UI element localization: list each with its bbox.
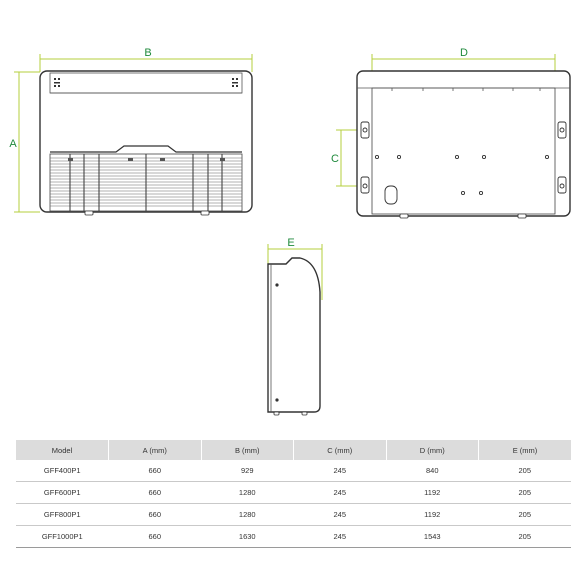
- dimension-c-label: C: [331, 153, 339, 165]
- cell-d: 1192: [386, 504, 479, 526]
- drain-outlet: [385, 186, 397, 204]
- rear-view: [331, 47, 570, 218]
- header-a: A (mm): [109, 440, 202, 460]
- cell-a: 660: [109, 482, 202, 504]
- cell-e: 205: [479, 482, 572, 504]
- cell-c: 245: [294, 460, 387, 482]
- side-view: [268, 237, 322, 415]
- front-top-panel: [50, 73, 242, 93]
- header-b: B (mm): [201, 440, 294, 460]
- table-row: [16, 526, 571, 548]
- cell-c: 245: [294, 482, 387, 504]
- cell-e: 205: [479, 460, 572, 482]
- cell-d: 1543: [386, 526, 479, 548]
- header-model: Model: [16, 440, 109, 460]
- cell-e: 205: [479, 526, 572, 548]
- cell-b: 1630: [201, 526, 294, 548]
- cell-e: 205: [479, 504, 572, 526]
- dimension-a-label: A: [9, 138, 17, 150]
- table-row: [16, 460, 571, 482]
- cell-model: GFF1000P1: [16, 526, 109, 548]
- header-c: C (mm): [294, 440, 387, 460]
- dimension-d-label: D: [460, 47, 468, 59]
- front-view: [9, 47, 252, 215]
- cell-a: 660: [109, 504, 202, 526]
- specification-table: [16, 440, 571, 548]
- cell-b: 1280: [201, 482, 294, 504]
- rear-panel: [372, 88, 555, 214]
- cell-b: 1280: [201, 504, 294, 526]
- table-row: [16, 482, 571, 504]
- cell-b: 929: [201, 460, 294, 482]
- dimension-b-label: B: [144, 47, 152, 59]
- cell-d: 1192: [386, 482, 479, 504]
- cell-model: GFF800P1: [16, 504, 109, 526]
- cell-model: GFF400P1: [16, 460, 109, 482]
- side-unit-body: [268, 258, 320, 412]
- table-header-row: [16, 440, 571, 460]
- cell-a: 660: [109, 526, 202, 548]
- dimension-e-label: E: [287, 237, 295, 249]
- header-e: E (mm): [479, 440, 572, 460]
- cell-a: 660: [109, 460, 202, 482]
- table-row: [16, 504, 571, 526]
- header-d: D (mm): [386, 440, 479, 460]
- cell-c: 245: [294, 526, 387, 548]
- dimension-a: [14, 72, 40, 212]
- cell-d: 840: [386, 460, 479, 482]
- cell-model: GFF600P1: [16, 482, 109, 504]
- cell-c: 245: [294, 504, 387, 526]
